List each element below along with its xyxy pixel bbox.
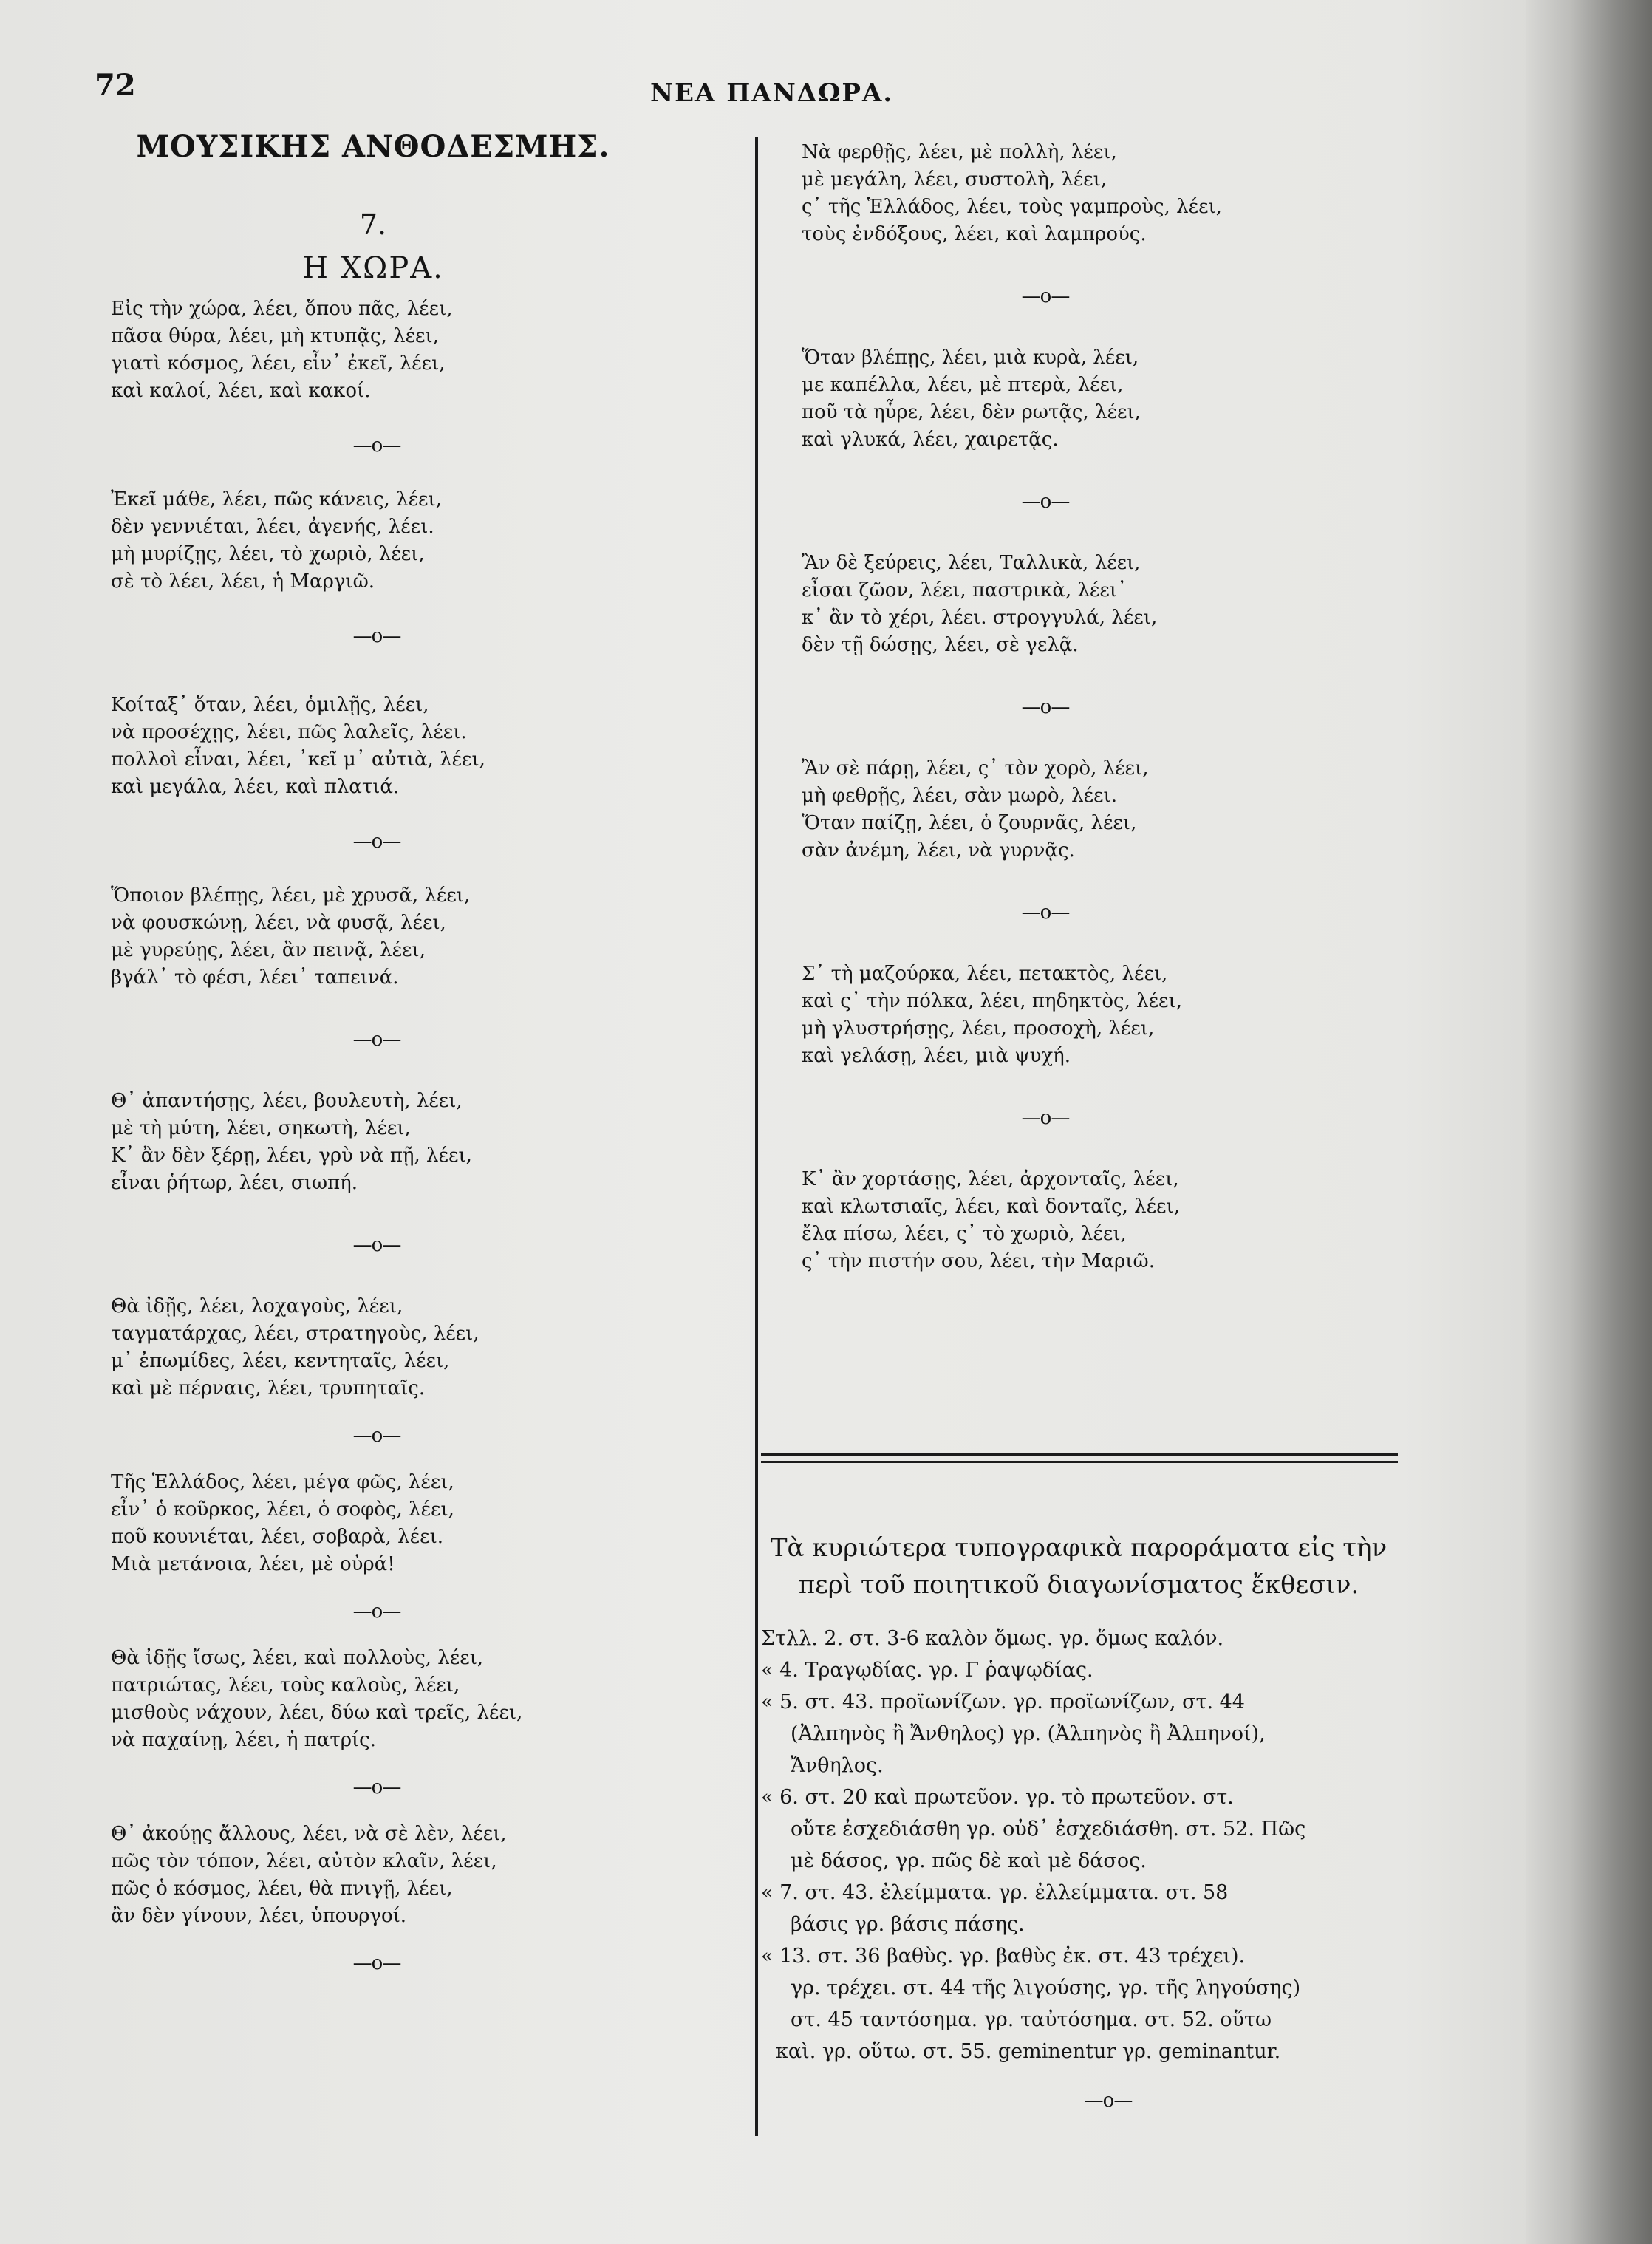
verse-line: Θ᾽ ἀκούῃς ἄλλους, λέει, νὰ σὲ λὲν, λέει, xyxy=(111,1823,507,1845)
stanza xyxy=(802,1166,1407,1275)
ornament: —o— xyxy=(1084,2090,1133,2112)
verse-line: δὲν γεννιέται, λέει, ἀγενής, λέει. xyxy=(111,516,434,538)
verse-line: νὰ παχαίνῃ, λέει, ἡ πατρίς. xyxy=(111,1729,377,1751)
verse-line: εἶν᾽ ὁ κοῦρκος, λέει, ὁ σοφὸς, λέει, xyxy=(111,1498,454,1521)
stanza xyxy=(111,692,739,801)
verse-line: Ἂν σὲ πάρῃ, λέει, ς᾽ τὸν χορὸ, λέει, xyxy=(802,757,1149,780)
verse-line: καὶ καλοί, λέει, καὶ κακοί. xyxy=(111,380,371,402)
ornament: —o— xyxy=(1021,696,1070,718)
stanza xyxy=(111,296,739,405)
ornament: —o— xyxy=(352,1425,401,1447)
errata-line: μὲ δάσος, γρ. πῶς δὲ καὶ μὲ δάσος. xyxy=(791,1849,1147,1872)
verse-line: Εἰς τὴν χώρα, λέει, ὅπου πᾶς, λέει, xyxy=(111,298,453,320)
verse-line: ποῦ τὰ ηὗρε, λέει, δὲν ρωτᾷς, λέει, xyxy=(802,401,1141,423)
stanza xyxy=(802,550,1407,659)
stanza xyxy=(802,344,1407,454)
ornament: —o— xyxy=(352,625,401,647)
page-spine-shadow xyxy=(1526,0,1652,2244)
errata-line: « 7. στ. 43. ἐλείμματα. γρ. ἐλλείμματα. στ. 58 xyxy=(761,1881,1229,1904)
verse-line: τοὺς ἐνδόξους, λέει, καὶ λαμπρούς. xyxy=(802,223,1147,245)
ornament: —o— xyxy=(352,434,401,457)
verse-line: μὴ γλυστρήσῃς, λέει, προσοχὴ, λέει, xyxy=(802,1017,1155,1040)
verse-line: μὴ μυρίζῃς, λέει, τὸ χωριὸ, λέει, xyxy=(111,543,425,565)
verse-line: πῶς ὁ κόσμος, λέει, θὰ πνιγῇ, λέει, xyxy=(111,1878,453,1900)
verse-line: νὰ προσέχῃς, λέει, πῶς λαλεῖς, λέει. xyxy=(111,721,467,743)
errata-line: βάσις γρ. βάσις πάσης. xyxy=(791,1913,1025,1936)
page-number: 72 xyxy=(95,68,136,103)
verse-line: σὲ τὸ λέει, λέει, ἡ Μαργιῶ. xyxy=(111,570,375,593)
stanza xyxy=(111,1645,739,1754)
verse-line: Ἐκεῖ μάθε, λέει, πῶς κάνεις, λέει, xyxy=(111,488,442,511)
ornament: —o— xyxy=(352,1600,401,1623)
verse-line: δὲν τῇ δώσῃς, λέει, σὲ γελᾷ. xyxy=(802,634,1079,656)
stanza xyxy=(111,1293,739,1402)
ornament: —o— xyxy=(1021,1107,1070,1129)
verse-line: καὶ γελάσῃ, λέει, μιὰ ψυχή. xyxy=(802,1045,1071,1067)
stanza xyxy=(802,961,1407,1070)
verse-line: κ᾽ ἂν τὸ χέρι, λέει. στρογγυλά, λέει, xyxy=(802,607,1158,629)
stanza xyxy=(111,1821,739,1930)
verse-line: πολλοὶ εἶναι, λέει, ᾽κεῖ μ᾽ αὐτιὰ, λέει, xyxy=(111,748,485,771)
verse-line: εἶναι ῥήτωρ, λέει, σιωπή. xyxy=(111,1172,358,1194)
errata-line: Στλλ. 2. στ. 3-6 καλὸν ὅμως. γρ. ὅμως καλόν. xyxy=(761,1627,1224,1650)
verse-line: μὲ μεγάλη, λέει, συστολὴ, λέει, xyxy=(802,168,1107,191)
verse-line: πᾶσα θύρα, λέει, μὴ κτυπᾷς, λέει, xyxy=(111,325,439,347)
verse-line: ποῦ κουνιέται, λέει, σοβαρὰ, λέει. xyxy=(111,1526,444,1548)
verse-line: γιατὶ κόσμος, λέει, εἶν᾽ ἐκεῖ, λέει, xyxy=(111,352,446,375)
verse-line: βγάλ᾽ τὸ φέσι, λέει᾽ ταπεινά. xyxy=(111,966,399,989)
verse-line: πῶς τὸν τόπον, λέει, αὐτὸν κλαῖν, λέει, xyxy=(111,1850,497,1872)
verse-line: Θὰ ἰδῇς, λέει, λοχαγοὺς, λέει, xyxy=(111,1295,403,1317)
errata-line: « 5. στ. 43. προϊωνίζων. γρ. προϊωνίζων, στ. 44 xyxy=(761,1691,1245,1713)
poem-title: Η ΧΩΡΑ. xyxy=(302,251,444,285)
verse-line: μ᾽ ἐπωμίδες, λέει, κεντηταῖς, λέει, xyxy=(111,1350,450,1372)
errata-line: καὶ. γρ. οὕτω. στ. 55. geminentur γρ. geminantur. xyxy=(776,2040,1281,2063)
verse-line: μὲ γυρεύῃς, λέει, ἂν πεινᾷ, λέει, xyxy=(111,939,426,961)
errata-line: « 4. Τραγῳδίας. γρ. Γ ῥαψῳδίας. xyxy=(761,1659,1093,1682)
errata-line: Ἄνθηλος. xyxy=(791,1754,884,1777)
verse-line: Κοίταξ᾽ ὅταν, λέει, ὁμιλῇς, λέει, xyxy=(111,694,429,716)
column-divider xyxy=(755,137,758,2136)
stanza xyxy=(111,1469,739,1578)
verse-line: σὰν ἀνέμη, λέει, νὰ γυρνᾷς. xyxy=(802,839,1075,862)
ornament: —o— xyxy=(352,1234,401,1256)
verse-line: ς᾽ τῆς Ἑλλάδος, λέει, τοὺς γαμπροὺς, λέει, xyxy=(802,196,1223,218)
ornament: —o— xyxy=(352,1952,401,1974)
errata-section xyxy=(761,1529,1396,2112)
verse-line: πατριώτας, λέει, τοὺς καλοὺς, λέει, xyxy=(111,1674,460,1696)
errata-title-line-2: περὶ τοῦ ποιητικοῦ διαγωνίσματος ἔκθεσιν. xyxy=(798,1570,1359,1600)
verse-line: νὰ φουσκώνῃ, λέει, νὰ φυσᾷ, λέει, xyxy=(111,912,446,934)
verse-line: καὶ κλωτσιαῖς, λέει, καὶ δονταῖς, λέει, xyxy=(802,1196,1180,1218)
verse-line: Ἂν δὲ ξεύρεις, λέει, Ταλλικὰ, λέει, xyxy=(802,552,1141,574)
verse-line: καὶ μεγάλα, λέει, καὶ πλατιά. xyxy=(111,776,400,798)
verse-line: Σ᾽ τὴ μαζούρκα, λέει, πετακτὸς, λέει, xyxy=(802,963,1168,985)
errata-line: (Ἀλπηνὸς ἢ Ἄνθηλος) γρ. (Ἀλπηνὸς ἢ Ἀλπηνοί), xyxy=(791,1722,1266,1745)
ornament: —o— xyxy=(352,831,401,853)
errata-title-line-1: Τὰ κυριώτερα τυπογραφικὰ παροράματα εἰς τὴν xyxy=(770,1533,1388,1563)
verse-line: ταγματάρχας, λέει, στρατηγοὺς, λέει, xyxy=(111,1323,479,1345)
verse-line: Θ᾽ ἀπαντήσῃς, λέει, βουλευτὴ, λέει, xyxy=(111,1090,463,1112)
stanza xyxy=(802,755,1407,864)
errata-line: « 6. στ. 20 καὶ πρωτεῦον. γρ. τὸ πρωτεῦον. στ. xyxy=(761,1786,1234,1809)
verse-line: ς᾽ τὴν πιστήν σου, λέει, τὴν Μαριῶ. xyxy=(802,1250,1155,1272)
verse-line: ἔλα πίσω, λέει, ς᾽ τὸ χωριὸ, λέει, xyxy=(802,1223,1127,1245)
verse-line: Κ᾽ ἂν χορτάσῃς, λέει, ἀρχονταῖς, λέει, xyxy=(802,1168,1179,1190)
ornament: —o— xyxy=(352,1776,401,1798)
stanza xyxy=(111,486,739,596)
verse-line: Τῆς Ἑλλάδος, λέει, μέγα φῶς, λέει, xyxy=(111,1471,454,1493)
stanza xyxy=(111,1088,739,1197)
left-column xyxy=(111,129,739,1974)
verse-line: καὶ γλυκά, λέει, χαιρετᾷς. xyxy=(802,429,1059,451)
verse-line: Μιὰ μετάνοια, λέει, μὲ οὐρά! xyxy=(111,1553,395,1575)
verse-line: Ὅταν παίζῃ, λέει, ὁ ζουρνᾶς, λέει, xyxy=(802,812,1137,834)
verse-line: Ὅποιον βλέπῃς, λέει, μὲ χρυσᾶ, λέει, xyxy=(111,884,471,907)
verse-line: καὶ ς᾽ τὴν πόλκα, λέει, πηδηκτὸς, λέει, xyxy=(802,990,1182,1012)
verse-line: μισθοὺς νάχουν, λέει, δύω καὶ τρεῖς, λέει, xyxy=(111,1702,523,1724)
errata-line: γρ. τρέχει. στ. 44 τῆς λιγούσης, γρ. τῆς ληγούσης) xyxy=(791,1977,1301,1999)
poem-number: 7. xyxy=(359,208,387,241)
running-title: ΝΕΑ ΠΑΝΔΩΡΑ. xyxy=(650,78,894,108)
verse-line: Ὅταν βλέπῃς, λέει, μιὰ κυρὰ, λέει, xyxy=(802,347,1139,369)
stanza xyxy=(111,882,739,992)
verse-line: Νὰ φερθῇς, λέει, μὲ πολλὴ, λέει, xyxy=(802,141,1117,163)
verse-line: Κ᾽ ἂν δὲν ξέρῃ, λέει, γρὺ νὰ πῇ, λέει, xyxy=(111,1145,472,1167)
ornament: —o— xyxy=(1021,901,1070,924)
verse-line: μὴ φεθρῇς, λέει, σὰν μωρὸ, λέει. xyxy=(802,785,1117,807)
ornament: —o— xyxy=(1021,285,1070,307)
ornament: —o— xyxy=(352,1029,401,1051)
errata-line: οὔτε ἐσχεδιάσθη γρ. οὐδ᾽ ἐσχεδιάσθη. στ. 52. Πῶς xyxy=(791,1818,1306,1841)
errata-list xyxy=(761,1623,1396,2067)
errata-line: στ. 45 ταντόσημα. γρ. ταὐτόσημα. στ. 52. οὕτω xyxy=(791,2008,1272,2031)
stanza xyxy=(802,139,1407,248)
section-divider xyxy=(761,1453,1398,1463)
verse-line: μὲ τὴ μύτη, λέει, σηκωτὴ, λέει, xyxy=(111,1117,411,1139)
errata-line: « 13. στ. 36 βαθὺς. γρ. βαθὺς ἐκ. στ. 43 τρέχει). xyxy=(761,1945,1246,1968)
verse-line: με καπέλλα, λέει, μὲ πτερὰ, λέει, xyxy=(802,374,1124,396)
section-title: ΜΟΥΣΙΚΗΣ ΑΝΘΟΔΕΣΜΗΣ. xyxy=(136,129,610,164)
right-column xyxy=(802,139,1407,1275)
verse-line: ἂν δὲν γίνουν, λέει, ὑπουργοί. xyxy=(111,1905,407,1927)
ornament: —o— xyxy=(1021,491,1070,513)
verse-line: καὶ μὲ πέρναις, λέει, τρυπηταῖς. xyxy=(111,1377,426,1399)
verse-line: Θὰ ἰδῇς ἴσως, λέει, καὶ πολλοὺς, λέει, xyxy=(111,1647,484,1669)
verse-line: εἶσαι ζῶον, λέει, παστρικὰ, λέει᾽ xyxy=(802,579,1127,601)
